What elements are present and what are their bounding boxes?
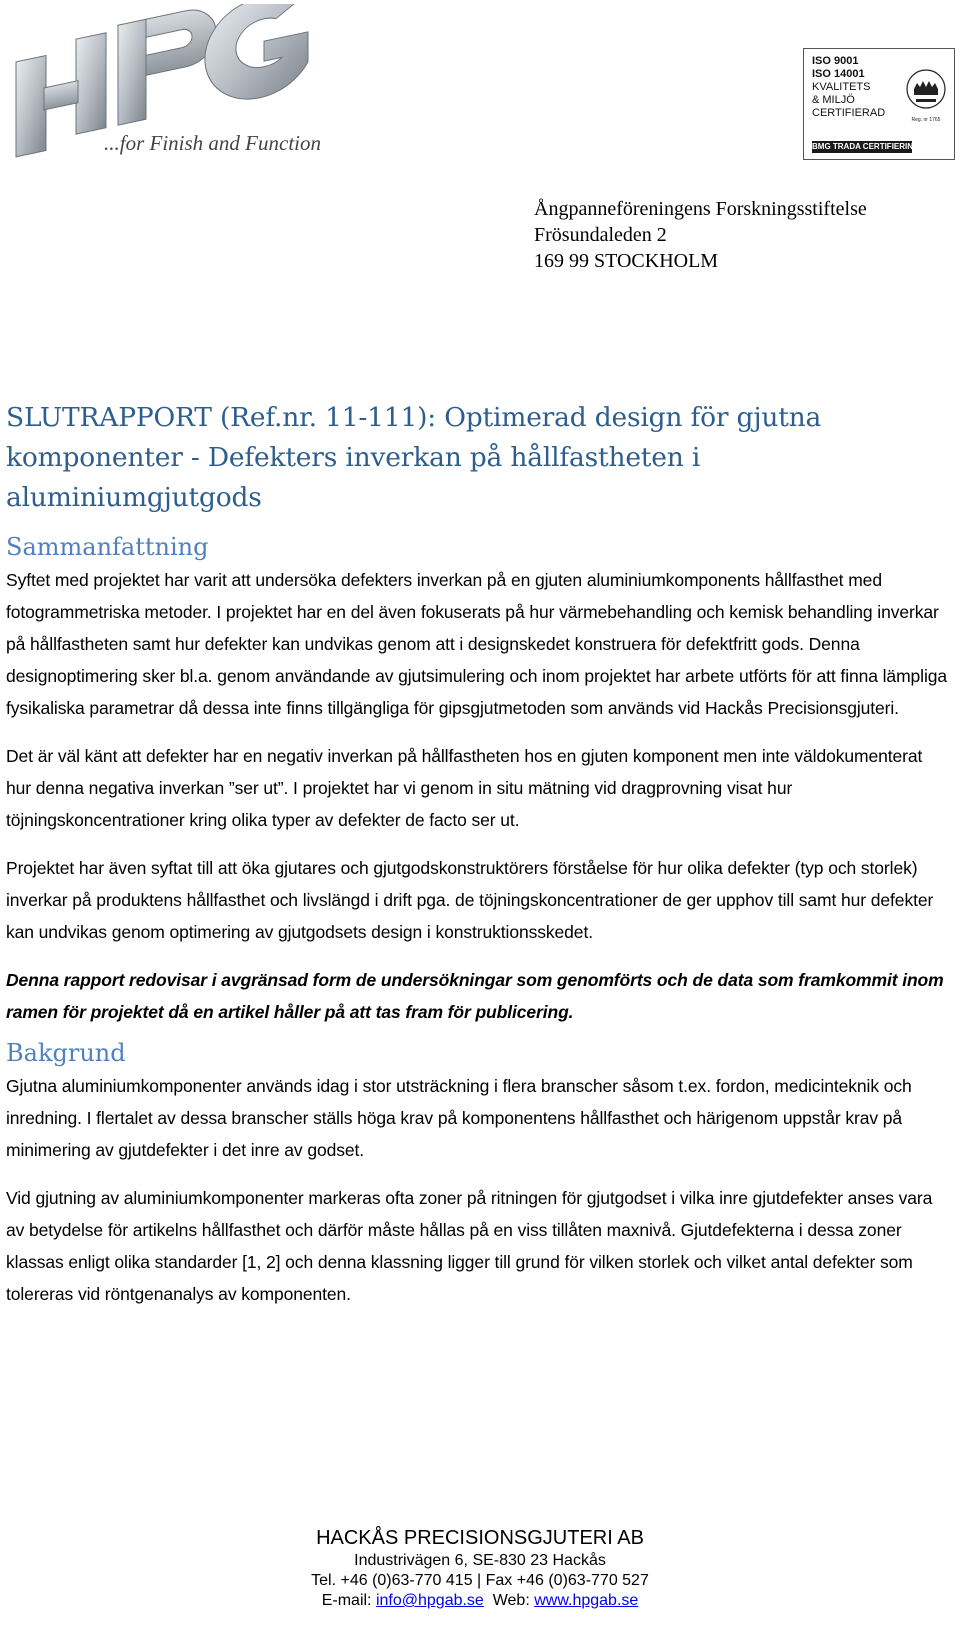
- summary-note: Denna rapport redovisar i avgränsad form de undersökningar som genomförts och de data som framkommit inom ramen för projektet då en artikel håller på att tas fram för publicering.: [6, 970, 944, 1022]
- cert-line: & MILJÖ: [812, 94, 855, 106]
- summary-paragraph: Det är väl känt att defekter har en negativ inverkan på hållfastheten hos en gjuten komponent men inte väldokumenterat hur denna negativa inverkan ”ser ut”. I projektet har vi genom in situ mätning vid dragprovning visat hur töjningskoncentrationer kring olika typer av defekter de facto ser ut.: [6, 746, 923, 830]
- report-title: SLUTRAPPORT (Ref.nr. 11-111): Optimerad design för gjutna komponenter - Defekters inverkan på hållfastheten i aluminiumgjutgods: [6, 402, 822, 513]
- summary-paragraph: Syftet med projektet har varit att undersöka defekters inverkan på en gjuten aluminiumkomponents hållfasthet med fotogrammetriska metoder. I projektet har en del även fokuserats på hur värmebehandling och kemisk behandling inverkar på hållfastheten samt hur defekter kan undvikas genom att i designskedet konstruera för defektfritt gods. Denna designoptimering sker bl.a. genom användande av gjutsimulering och inom projektet har arbete utförts för att finna lämpliga fysikaliska parametrar då dessa inte finns tillgängliga för gipsgjutmetoden som används vid Hackås Precisionsgjuteri.: [6, 570, 948, 718]
- hpg-logo-graphic: [6, 4, 336, 164]
- company-logo: [6, 4, 336, 164]
- cert-bar-label: BMG TRADA CERTIFIERING: [812, 142, 920, 151]
- web-label: Web:: [483, 1592, 535, 1609]
- certification-badge: [803, 48, 955, 160]
- footer-contact: [0, 1591, 960, 1611]
- background-paragraph: Vid gjutning av aluminiumkomponenter markeras ofta zoner på ritningen för gjutgodset i vilka inre gjutdefekter anses vara av betydelse för artikelns hållfasthet och därför måste hållas på en viss tillåten maxnivå. Gjutdefekterna i dessa zoner klassas enligt olika standarder [1, 2] och denna klassning ligger till grund för vilken storlek och vilket antal defekter som tolereras vid röntgenanalys av komponenten.: [6, 1188, 933, 1304]
- report-body: [6, 398, 952, 1310]
- background-heading: Bakgrund: [6, 1039, 126, 1067]
- page-footer: [0, 1526, 960, 1611]
- svg-text:Reg. nr 1765: Reg. nr 1765: [911, 117, 941, 123]
- recipient-address: [534, 196, 867, 274]
- swedac-seal-icon: [904, 59, 948, 139]
- web-link[interactable]: www.hpgab.se: [534, 1592, 639, 1609]
- cert-line: ISO 14001: [812, 68, 865, 80]
- footer-address: Industrivägen 6, SE-830 23 Hackås: [354, 1552, 606, 1569]
- cert-line: CERTIFIERAD: [812, 107, 886, 119]
- cert-line: ISO 9001: [812, 55, 859, 67]
- footer-phone: Tel. +46 (0)63-770 415 | Fax +46 (0)63-770 527: [311, 1572, 649, 1589]
- summary-heading: Sammanfattning: [6, 533, 209, 561]
- logo-tagline: ...for Finish and Function: [104, 131, 321, 155]
- footer-company: HACKÅS PRECISIONSGJUTERI AB: [316, 1527, 644, 1549]
- background-paragraph: Gjutna aluminiumkomponenter används idag i stor utsträckning i flera branscher såsom t.ex. fordon, medicinteknik och inredning. I flertalet av dessa branscher ställs höga krav på komponentens hållfasthet och härigenom uppstår krav på minimering av gjutdefekter i det inre av godset.: [6, 1076, 912, 1160]
- cert-line: KVALITETS: [812, 81, 871, 93]
- email-label: E-mail:: [321, 1592, 376, 1609]
- summary-paragraph: Projektet har även syftat till att öka gjutares och gjutgodskonstruktörers förståelse för hur olika defekter (typ och storlek) inverkar på produktens hållfasthet och livslängd i drift pga. de töjningskoncentrationer de ger upphov till samt hur defekter kan undvikas genom optimering av gjutgodsets design i konstruktionsskedet.: [6, 858, 934, 942]
- email-link[interactable]: info@hpgab.se: [375, 1592, 484, 1609]
- recipient-street: Frösundaleden 2: [534, 224, 667, 246]
- recipient-postal: 169 99 STOCKHOLM: [534, 250, 719, 272]
- recipient-name: Ångpanneföreningens Forskningsstiftelse: [534, 198, 867, 220]
